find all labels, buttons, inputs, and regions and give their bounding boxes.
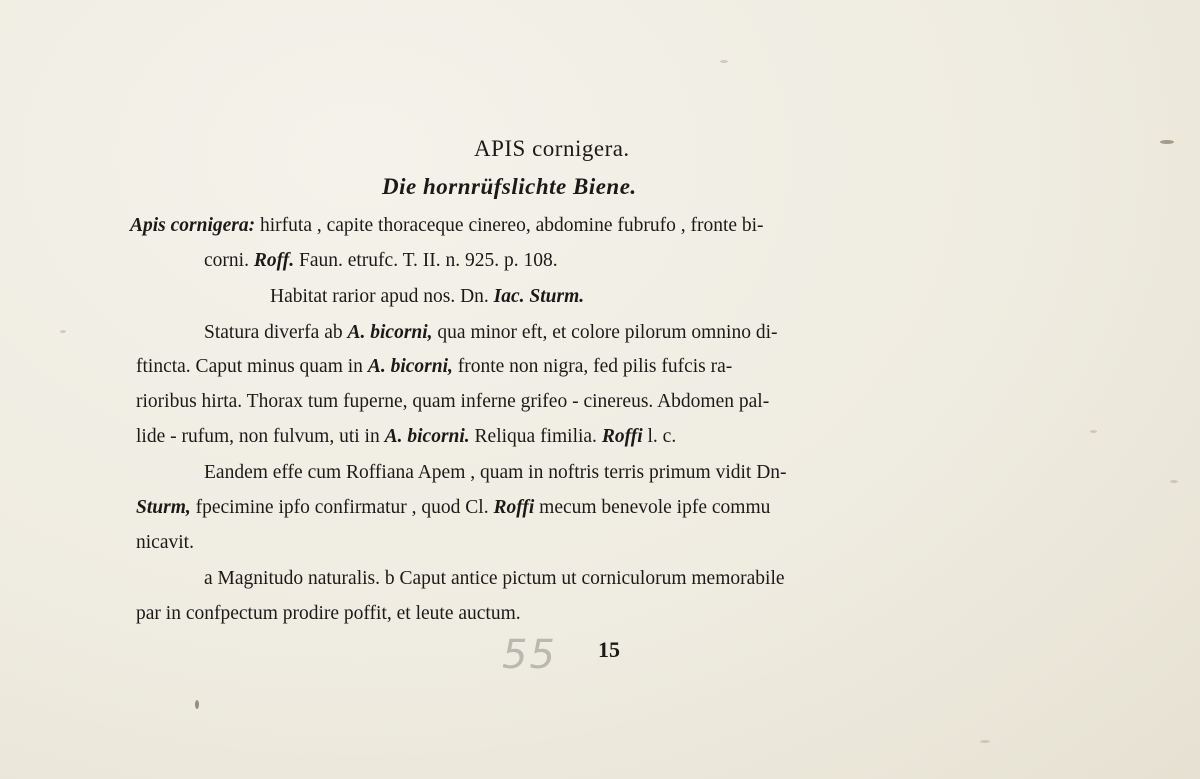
text: qua minor eft, et colore pilorum omnino di- xyxy=(432,322,778,343)
entry-text: hirfuta , capite thoraceque cinereo, abdomine fubrufo , fronte bi- xyxy=(255,215,764,236)
paper-fleck xyxy=(720,60,728,63)
habitat-collector: Iac. Sturm. xyxy=(493,286,585,307)
text: mecum benevole ipfe commu xyxy=(534,497,771,518)
text: l. c. xyxy=(642,426,677,447)
paper-fleck xyxy=(1090,430,1097,433)
citation: Faun. etrufc. T. II. n. 925. p. 108. xyxy=(294,250,558,271)
para2-line-1: Eandem effe cum Roffiana Apem , quam in noftris terris primum vidit Dn- xyxy=(204,462,787,483)
text: lide - rufum, non fulvum, uti in xyxy=(136,426,385,447)
page-title: APIS cornigera. xyxy=(474,136,630,161)
text: Statura diverfa ab xyxy=(204,322,348,343)
paper-fleck xyxy=(980,740,990,743)
page-number: 15 xyxy=(598,637,620,662)
author-ref: Roffi xyxy=(601,426,643,447)
paper-fleck xyxy=(195,700,199,709)
text: fpecimine ipfo confirmatur , quod Cl. xyxy=(190,497,494,518)
entry-line-1 xyxy=(130,216,764,236)
author-ref: Roffi xyxy=(493,497,535,518)
habitat-text: Habitat rarior apud nos. Dn. xyxy=(270,286,494,307)
entry-line-2 xyxy=(204,251,558,271)
para2-line-3: nicavit. xyxy=(136,532,194,553)
paper-fleck xyxy=(1160,140,1174,144)
para1-line-2 xyxy=(136,357,732,377)
species-name: Apis cornigera: xyxy=(130,215,256,236)
text: fronte non nigra, fed pilis fufcis ra- xyxy=(452,356,733,377)
text: Reliqua fimilia. xyxy=(469,426,602,447)
entry-text: corni. xyxy=(204,250,249,271)
paper-fleck xyxy=(1170,480,1178,483)
species-ref: A. bicorni. xyxy=(384,426,470,447)
habitat-line xyxy=(270,287,584,307)
text: ftincta. Caput minus quam in xyxy=(136,356,368,377)
page-subtitle: Die hornrüfslichte Biene. xyxy=(382,174,637,199)
pencil-annotation: 55 xyxy=(502,632,557,678)
collector-ref: Sturm, xyxy=(136,497,191,518)
paper-fleck xyxy=(60,330,66,333)
author-ref: Roff. xyxy=(253,250,295,271)
para3-line-2: par in confpectum prodire poffit, et leute auctum. xyxy=(136,603,521,624)
species-ref: A. bicorni, xyxy=(367,356,453,377)
para1-line-4 xyxy=(136,427,676,447)
para1-line-3: rioribus hirta. Thorax tum fuperne, quam inferne grifeo - cinereus. Abdomen pal- xyxy=(136,391,770,412)
para3-line-1: a Magnitudo naturalis. b Caput antice pictum ut corniculorum memorabile xyxy=(204,568,785,589)
para1-line-1 xyxy=(204,323,778,343)
para2-line-2 xyxy=(136,498,770,518)
species-ref: A. bicorni, xyxy=(347,322,433,343)
